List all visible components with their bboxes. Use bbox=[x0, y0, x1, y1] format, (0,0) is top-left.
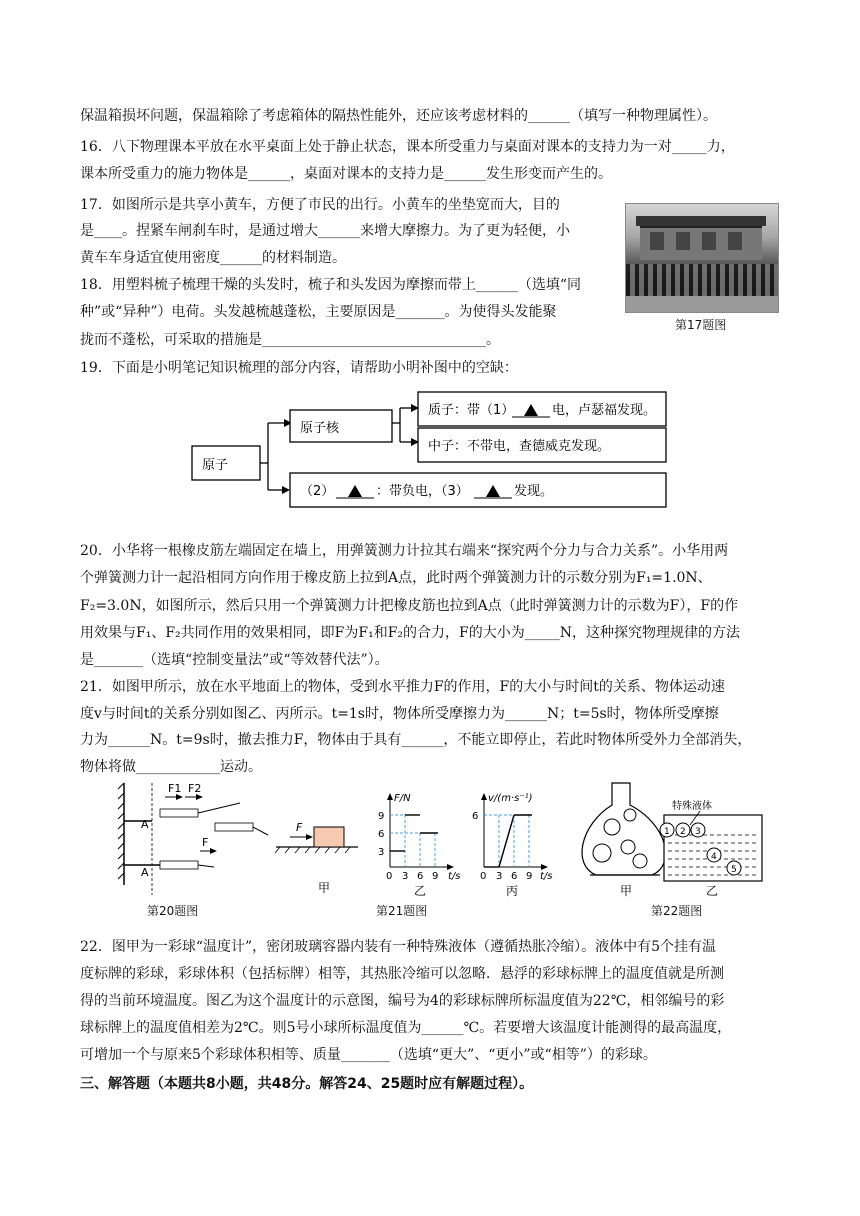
fig21-yi-label: 乙 bbox=[414, 884, 427, 898]
q20-line-4: 用效果与F₁、F₂共同作用的效果相同，即F为F₁和F₂的合力，F的大小为_____N，这种探究物理规律的方法 bbox=[80, 625, 740, 641]
svg-text:0: 0 bbox=[480, 871, 487, 882]
svg-text:1: 1 bbox=[664, 827, 670, 837]
q18-line-3: 拢而不蓬松，可采取的措施是________________________________。 bbox=[80, 332, 500, 348]
q21-line-3: 力为______N。t=9s时，撤去推力F，物体由于具有______，不能立即停止，若此时物体所受外力全部消失， bbox=[80, 732, 752, 748]
q20-line-5: 是_______（选填“控制变量法”或“等效替代法”）。 bbox=[80, 652, 389, 668]
q22-line-4: 球标牌上的温度值相差为2℃。则5号小球所标温度值为______℃。若要增大该温度计能测得的最高温度， bbox=[80, 1020, 732, 1036]
electron-text-3: 发现。 bbox=[514, 484, 554, 499]
electron-text-2: ：带负电，（3） bbox=[376, 484, 469, 499]
fig22-caption: 第22题图 bbox=[651, 904, 703, 918]
fig21-bing-label: 丙 bbox=[506, 884, 519, 898]
q20-line-1: 20．小华将一根橡皮筋左端固定在墙上，用弹簧测力计拉其右端来“探究两个分力与合力关系”。小华用两 bbox=[80, 543, 729, 559]
q22-line-5: 可增加一个与原来5个彩球体积相等、质量_______（选填“更大”、“更小”或“相等”）的彩球。 bbox=[80, 1047, 657, 1063]
svg-text:4: 4 bbox=[711, 852, 717, 862]
neutron-text: 中子：不带电，查德威克发现。 bbox=[428, 439, 611, 454]
q21-line-1: 21．如图甲所示，放在水平地面上的物体，受到水平推力F的作用，F的大小与时间t的关系、物体运动速 bbox=[80, 679, 725, 695]
svg-text:9: 9 bbox=[432, 871, 439, 882]
bing-axis-x: t/s bbox=[540, 871, 553, 882]
q22-line-1: 22．图甲为一彩球“温度计”，密闭玻璃容器内装有一种特殊液体（遵循热胀冷缩）。液体中有5个挂有温 bbox=[80, 939, 717, 955]
yi-axis-x: t/s bbox=[448, 871, 461, 882]
q16-line-1: 16．八下物理课本平放在水平桌面上处于静止状态，课本所受重力与桌面对课本的支持力为一对_____力， bbox=[80, 139, 735, 155]
fig17-caption: 第17题图 bbox=[675, 318, 727, 332]
q19-text: 19．下面是小明笔记知识梳理的部分内容，请帮助小明补图中的空缺： bbox=[80, 360, 518, 376]
q18-line-1: 18．用塑料梳子梳理干燥的头发时，梳子和头发因为摩擦而带上______（选填“同 bbox=[80, 277, 581, 293]
q16-line-2: 课本所受重力的施力物体是______，桌面对课本的支持力是______发生形变而产生的。 bbox=[80, 166, 612, 182]
fig21-jia-diagram bbox=[275, 821, 358, 895]
q15-text-end: 保温箱损坏问题，保温箱除了考虑箱体的隔热性能外，还应该考虑材料的______（填写一种物理属性）。 bbox=[80, 108, 717, 124]
fig21-yi-graph bbox=[378, 793, 461, 898]
proton-text-suffix: 电，卢瑟福发现。 bbox=[552, 403, 657, 418]
svg-text:9: 9 bbox=[526, 871, 533, 882]
svg-text:3: 3 bbox=[378, 847, 385, 858]
yi-axis-y: F/N bbox=[394, 793, 411, 804]
electron-box bbox=[290, 473, 666, 507]
svg-text:9: 9 bbox=[378, 811, 385, 822]
q20-line-2: 个弹簧测力计一起沿相同方向作用于橡皮筋上拉到A点，此时两个弹簧测力计的示数分别为F₁=1.0N、 bbox=[80, 570, 712, 586]
nucleus-label: 原子核 bbox=[300, 421, 340, 436]
fig20-f1-label: F1 bbox=[168, 782, 182, 795]
fig22-jia-diagram bbox=[582, 783, 666, 898]
svg-text:2: 2 bbox=[680, 827, 686, 837]
q21-line-2: 度v与时间t的关系分别如图乙、丙所示。t=1s时，物体所受摩擦力为______N；t=5s时，物体所受摩擦 bbox=[80, 706, 719, 722]
electron-text-1: （2） bbox=[300, 484, 335, 499]
fig20-a-bottom: A bbox=[141, 866, 149, 879]
fig21-jia-label: 甲 bbox=[318, 881, 331, 895]
fig22-jia-label: 甲 bbox=[620, 884, 633, 898]
bing-axis-y: v/(m·s⁻¹) bbox=[488, 793, 533, 804]
fig22-liquid-label: 特殊液体 bbox=[672, 801, 712, 812]
fig20-diagram bbox=[118, 782, 268, 895]
q20-line-3: F₂=3.0N，如图所示，然后只用一个弹簧测力计把橡皮筋也拉到A点（此时弹簧测力计的示数为F），F的作 bbox=[80, 598, 739, 614]
q21-line-4: 物体将做____________运动。 bbox=[80, 759, 262, 775]
q17-line-3: 黄车车身适宜使用密度______的材料制造。 bbox=[80, 250, 346, 266]
fig21-force-label: F bbox=[296, 821, 303, 834]
proton-text-prefix: 质子：带（1） bbox=[428, 403, 515, 418]
fig20-a-top: A bbox=[141, 818, 149, 831]
shared-bike-photo bbox=[625, 203, 779, 313]
fig20-f-label: F bbox=[202, 836, 209, 849]
figures-row bbox=[0, 775, 860, 925]
q17-line-2: 是____。捏紧车闸刹车时，是通过增大______来增大摩擦力。为了更为轻便，小 bbox=[80, 223, 570, 239]
atom-structure-diagram bbox=[0, 380, 860, 520]
fig21-bing-graph bbox=[472, 793, 553, 898]
svg-text:3: 3 bbox=[496, 871, 503, 882]
svg-text:5: 5 bbox=[731, 865, 737, 875]
fig20-f2-label: F2 bbox=[188, 782, 202, 795]
svg-text:0: 0 bbox=[386, 871, 393, 882]
q22-line-3: 得的当前环境温度。图乙为这个温度计的示意图，编号为4的彩球标牌所标温度值为22℃，相邻编号的彩 bbox=[80, 993, 725, 1009]
svg-text:3: 3 bbox=[695, 827, 701, 837]
svg-text:6: 6 bbox=[417, 871, 424, 882]
q18-line-2: 种”或“异种”）电荷。头发越梳越蓬松，主要原因是_______。为使得头发能聚 bbox=[80, 304, 557, 320]
q22-line-2: 度标牌的彩球，彩球体积（包括标牌）相等，其热胀冷缩可以忽略．悬浮的彩球标牌上的温度值就是所测 bbox=[80, 966, 724, 982]
q17-line-1: 17．如图所示是共享小黄车，方便了市民的出行。小黄车的坐垫宽而大，目的 bbox=[80, 197, 560, 213]
fig22-yi-label: 乙 bbox=[706, 884, 719, 898]
fig20-caption: 第20题图 bbox=[147, 904, 199, 918]
section3-heading: 三、解答题（本题共8小题，共48分。解答24、25题时应有解题过程）。 bbox=[80, 1076, 534, 1092]
svg-text:3: 3 bbox=[402, 871, 409, 882]
fig21-caption: 第21题图 bbox=[376, 904, 428, 918]
svg-text:6: 6 bbox=[511, 871, 518, 882]
svg-text:6: 6 bbox=[378, 829, 385, 840]
fig22-yi-diagram bbox=[660, 799, 762, 898]
svg-text:6: 6 bbox=[472, 811, 479, 822]
atom-label: 原子 bbox=[202, 458, 229, 473]
